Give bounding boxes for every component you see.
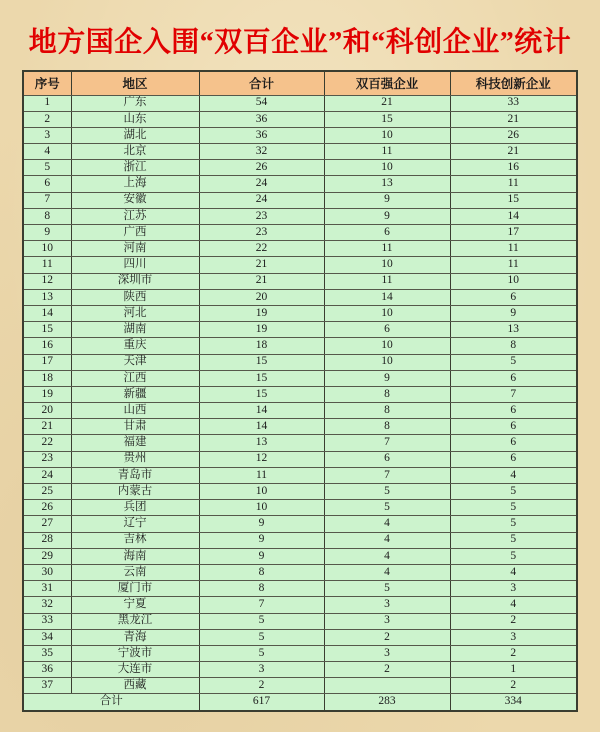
table-row (23, 305, 577, 321)
cell-index: 7 (23, 192, 71, 208)
cell-total: 54 (199, 95, 324, 111)
cell-index: 30 (23, 564, 71, 580)
cell-total: 19 (199, 322, 324, 338)
table-footer (23, 694, 577, 711)
table-row (23, 403, 577, 419)
cell-tech: 21 (450, 111, 577, 127)
cell-region: 青海 (71, 629, 199, 645)
cell-tech: 6 (450, 451, 577, 467)
cell-index: 21 (23, 419, 71, 435)
cell-index: 35 (23, 645, 71, 661)
cell-region: 兵团 (71, 500, 199, 516)
cell-total: 9 (199, 548, 324, 564)
statistics-table (22, 70, 578, 712)
cell-shuangbai: 4 (324, 564, 450, 580)
cell-index: 32 (23, 597, 71, 613)
table-row (23, 451, 577, 467)
cell-shuangbai: 5 (324, 484, 450, 500)
cell-total: 8 (199, 581, 324, 597)
cell-total: 5 (199, 613, 324, 629)
cell-total: 14 (199, 403, 324, 419)
cell-shuangbai: 13 (324, 176, 450, 192)
cell-index: 9 (23, 225, 71, 241)
cell-total: 8 (199, 564, 324, 580)
cell-total: 18 (199, 338, 324, 354)
cell-total: 5 (199, 645, 324, 661)
cell-total: 13 (199, 435, 324, 451)
cell-shuangbai: 11 (324, 144, 450, 160)
table-body (23, 95, 577, 694)
cell-index: 26 (23, 500, 71, 516)
cell-shuangbai: 8 (324, 403, 450, 419)
cell-total: 14 (199, 419, 324, 435)
cell-total: 10 (199, 484, 324, 500)
cell-shuangbai: 14 (324, 289, 450, 305)
cell-shuangbai: 6 (324, 225, 450, 241)
cell-total: 19 (199, 305, 324, 321)
cell-tech: 10 (450, 273, 577, 289)
column-header-region: 地区 (71, 71, 199, 95)
column-header-index: 序号 (23, 71, 71, 95)
table-row (23, 516, 577, 532)
column-header-total: 合计 (199, 71, 324, 95)
cell-tech: 16 (450, 160, 577, 176)
cell-region: 陕西 (71, 289, 199, 305)
cell-shuangbai: 9 (324, 192, 450, 208)
cell-region: 新疆 (71, 386, 199, 402)
cell-index: 27 (23, 516, 71, 532)
cell-tech: 6 (450, 289, 577, 305)
table-row (23, 662, 577, 678)
table-row (23, 419, 577, 435)
cell-total: 36 (199, 111, 324, 127)
total-row-tech-value: 334 (450, 694, 577, 711)
cell-tech: 11 (450, 176, 577, 192)
cell-index: 17 (23, 354, 71, 370)
cell-index: 29 (23, 548, 71, 564)
cell-total: 22 (199, 241, 324, 257)
cell-region: 青岛市 (71, 467, 199, 483)
cell-shuangbai: 7 (324, 435, 450, 451)
cell-shuangbai: 10 (324, 338, 450, 354)
cell-tech: 1 (450, 662, 577, 678)
cell-region: 重庆 (71, 338, 199, 354)
cell-tech: 13 (450, 322, 577, 338)
cell-region: 黑龙江 (71, 613, 199, 629)
cell-tech: 2 (450, 645, 577, 661)
cell-shuangbai: 4 (324, 516, 450, 532)
cell-region: 大连市 (71, 662, 199, 678)
table-row (23, 127, 577, 143)
table-row (23, 241, 577, 257)
cell-total: 21 (199, 257, 324, 273)
cell-region: 北京 (71, 144, 199, 160)
table-row (23, 289, 577, 305)
cell-shuangbai: 4 (324, 548, 450, 564)
cell-shuangbai: 5 (324, 581, 450, 597)
cell-shuangbai: 10 (324, 305, 450, 321)
table-row (23, 176, 577, 192)
table-row (23, 225, 577, 241)
cell-region: 贵州 (71, 451, 199, 467)
table-row (23, 435, 577, 451)
cell-index: 12 (23, 273, 71, 289)
table-row (23, 95, 577, 111)
cell-tech: 26 (450, 127, 577, 143)
cell-tech: 11 (450, 257, 577, 273)
cell-total: 32 (199, 144, 324, 160)
cell-region: 山西 (71, 403, 199, 419)
cell-tech: 4 (450, 597, 577, 613)
cell-index: 6 (23, 176, 71, 192)
cell-region: 湖南 (71, 322, 199, 338)
cell-region: 云南 (71, 564, 199, 580)
cell-tech: 5 (450, 500, 577, 516)
table-row (23, 564, 577, 580)
cell-shuangbai: 10 (324, 257, 450, 273)
cell-tech: 6 (450, 403, 577, 419)
cell-region: 广东 (71, 95, 199, 111)
cell-region: 江西 (71, 370, 199, 386)
total-row (23, 694, 577, 711)
cell-index: 13 (23, 289, 71, 305)
cell-tech: 4 (450, 564, 577, 580)
cell-tech: 6 (450, 419, 577, 435)
table-row (23, 370, 577, 386)
table-row (23, 532, 577, 548)
cell-shuangbai: 9 (324, 370, 450, 386)
table-header (23, 71, 577, 95)
table-row (23, 629, 577, 645)
cell-tech: 2 (450, 678, 577, 694)
cell-total: 3 (199, 662, 324, 678)
cell-index: 1 (23, 95, 71, 111)
cell-index: 25 (23, 484, 71, 500)
table-row (23, 273, 577, 289)
cell-index: 3 (23, 127, 71, 143)
cell-shuangbai: 3 (324, 597, 450, 613)
cell-total: 23 (199, 225, 324, 241)
cell-shuangbai (324, 678, 450, 694)
cell-index: 2 (23, 111, 71, 127)
cell-region: 上海 (71, 176, 199, 192)
table-row (23, 678, 577, 694)
cell-shuangbai: 10 (324, 160, 450, 176)
cell-total: 36 (199, 127, 324, 143)
cell-total: 24 (199, 176, 324, 192)
cell-total: 15 (199, 386, 324, 402)
cell-shuangbai: 8 (324, 386, 450, 402)
cell-total: 21 (199, 273, 324, 289)
cell-index: 18 (23, 370, 71, 386)
cell-region: 安徽 (71, 192, 199, 208)
table-row (23, 257, 577, 273)
cell-total: 5 (199, 629, 324, 645)
cell-shuangbai: 11 (324, 241, 450, 257)
page-title: 地方国企入围“双百企业”和“科创企业”统计 (28, 27, 572, 58)
cell-index: 20 (23, 403, 71, 419)
cell-region: 宁夏 (71, 597, 199, 613)
cell-region: 湖北 (71, 127, 199, 143)
cell-index: 16 (23, 338, 71, 354)
cell-region: 福建 (71, 435, 199, 451)
cell-total: 2 (199, 678, 324, 694)
cell-tech: 6 (450, 435, 577, 451)
table-row (23, 581, 577, 597)
table-row (23, 208, 577, 224)
cell-tech: 33 (450, 95, 577, 111)
cell-tech: 3 (450, 581, 577, 597)
cell-region: 西藏 (71, 678, 199, 694)
cell-region: 江苏 (71, 208, 199, 224)
cell-tech: 8 (450, 338, 577, 354)
cell-shuangbai: 6 (324, 322, 450, 338)
cell-shuangbai: 3 (324, 645, 450, 661)
total-row-total-value: 617 (199, 694, 324, 711)
cell-tech: 5 (450, 516, 577, 532)
cell-tech: 7 (450, 386, 577, 402)
cell-tech: 21 (450, 144, 577, 160)
cell-index: 23 (23, 451, 71, 467)
cell-shuangbai: 10 (324, 354, 450, 370)
cell-shuangbai: 2 (324, 629, 450, 645)
table-row (23, 597, 577, 613)
cell-shuangbai: 3 (324, 613, 450, 629)
cell-index: 34 (23, 629, 71, 645)
cell-shuangbai: 9 (324, 208, 450, 224)
cell-region: 四川 (71, 257, 199, 273)
cell-total: 26 (199, 160, 324, 176)
column-header-tech: 科技创新企业 (450, 71, 577, 95)
table-row (23, 467, 577, 483)
cell-tech: 5 (450, 548, 577, 564)
cell-tech: 15 (450, 192, 577, 208)
cell-region: 宁波市 (71, 645, 199, 661)
cell-index: 10 (23, 241, 71, 257)
table-row (23, 484, 577, 500)
cell-tech: 3 (450, 629, 577, 645)
cell-shuangbai: 8 (324, 419, 450, 435)
cell-total: 12 (199, 451, 324, 467)
cell-tech: 2 (450, 613, 577, 629)
cell-tech: 11 (450, 241, 577, 257)
cell-index: 14 (23, 305, 71, 321)
column-header-shuangbai: 双百强企业 (324, 71, 450, 95)
cell-total: 10 (199, 500, 324, 516)
cell-index: 22 (23, 435, 71, 451)
cell-tech: 5 (450, 354, 577, 370)
table-row (23, 354, 577, 370)
cell-index: 33 (23, 613, 71, 629)
table-row (23, 613, 577, 629)
cell-index: 31 (23, 581, 71, 597)
cell-shuangbai: 11 (324, 273, 450, 289)
cell-index: 37 (23, 678, 71, 694)
cell-index: 4 (23, 144, 71, 160)
cell-total: 24 (199, 192, 324, 208)
cell-region: 广西 (71, 225, 199, 241)
cell-tech: 5 (450, 532, 577, 548)
cell-total: 9 (199, 516, 324, 532)
cell-region: 甘肃 (71, 419, 199, 435)
cell-region: 深圳市 (71, 273, 199, 289)
table-row (23, 144, 577, 160)
header-row (23, 71, 577, 95)
cell-total: 23 (199, 208, 324, 224)
cell-shuangbai: 10 (324, 127, 450, 143)
cell-index: 11 (23, 257, 71, 273)
cell-total: 15 (199, 354, 324, 370)
cell-index: 28 (23, 532, 71, 548)
cell-tech: 17 (450, 225, 577, 241)
cell-shuangbai: 2 (324, 662, 450, 678)
cell-index: 24 (23, 467, 71, 483)
total-row-shuangbai-value: 283 (324, 694, 450, 711)
cell-shuangbai: 7 (324, 467, 450, 483)
cell-shuangbai: 5 (324, 500, 450, 516)
cell-index: 36 (23, 662, 71, 678)
cell-region: 浙江 (71, 160, 199, 176)
cell-region: 天津 (71, 354, 199, 370)
cell-shuangbai: 6 (324, 451, 450, 467)
cell-index: 15 (23, 322, 71, 338)
cell-region: 辽宁 (71, 516, 199, 532)
cell-total: 20 (199, 289, 324, 305)
cell-region: 河南 (71, 241, 199, 257)
cell-region: 内蒙古 (71, 484, 199, 500)
table-row (23, 338, 577, 354)
cell-region: 厦门市 (71, 581, 199, 597)
cell-shuangbai: 21 (324, 95, 450, 111)
cell-total: 15 (199, 370, 324, 386)
table-row (23, 645, 577, 661)
table-row (23, 111, 577, 127)
cell-region: 河北 (71, 305, 199, 321)
cell-shuangbai: 4 (324, 532, 450, 548)
cell-tech: 9 (450, 305, 577, 321)
table-row (23, 160, 577, 176)
table-row (23, 192, 577, 208)
total-row-label: 合计 (23, 694, 199, 711)
cell-tech: 5 (450, 484, 577, 500)
cell-tech: 14 (450, 208, 577, 224)
cell-region: 山东 (71, 111, 199, 127)
cell-total: 9 (199, 532, 324, 548)
table-row (23, 500, 577, 516)
cell-index: 8 (23, 208, 71, 224)
cell-region: 吉林 (71, 532, 199, 548)
table-row (23, 548, 577, 564)
cell-shuangbai: 15 (324, 111, 450, 127)
cell-index: 19 (23, 386, 71, 402)
cell-index: 5 (23, 160, 71, 176)
cell-tech: 4 (450, 467, 577, 483)
table-row (23, 322, 577, 338)
cell-total: 11 (199, 467, 324, 483)
table-row (23, 386, 577, 402)
cell-tech: 6 (450, 370, 577, 386)
cell-region: 海南 (71, 548, 199, 564)
cell-total: 7 (199, 597, 324, 613)
